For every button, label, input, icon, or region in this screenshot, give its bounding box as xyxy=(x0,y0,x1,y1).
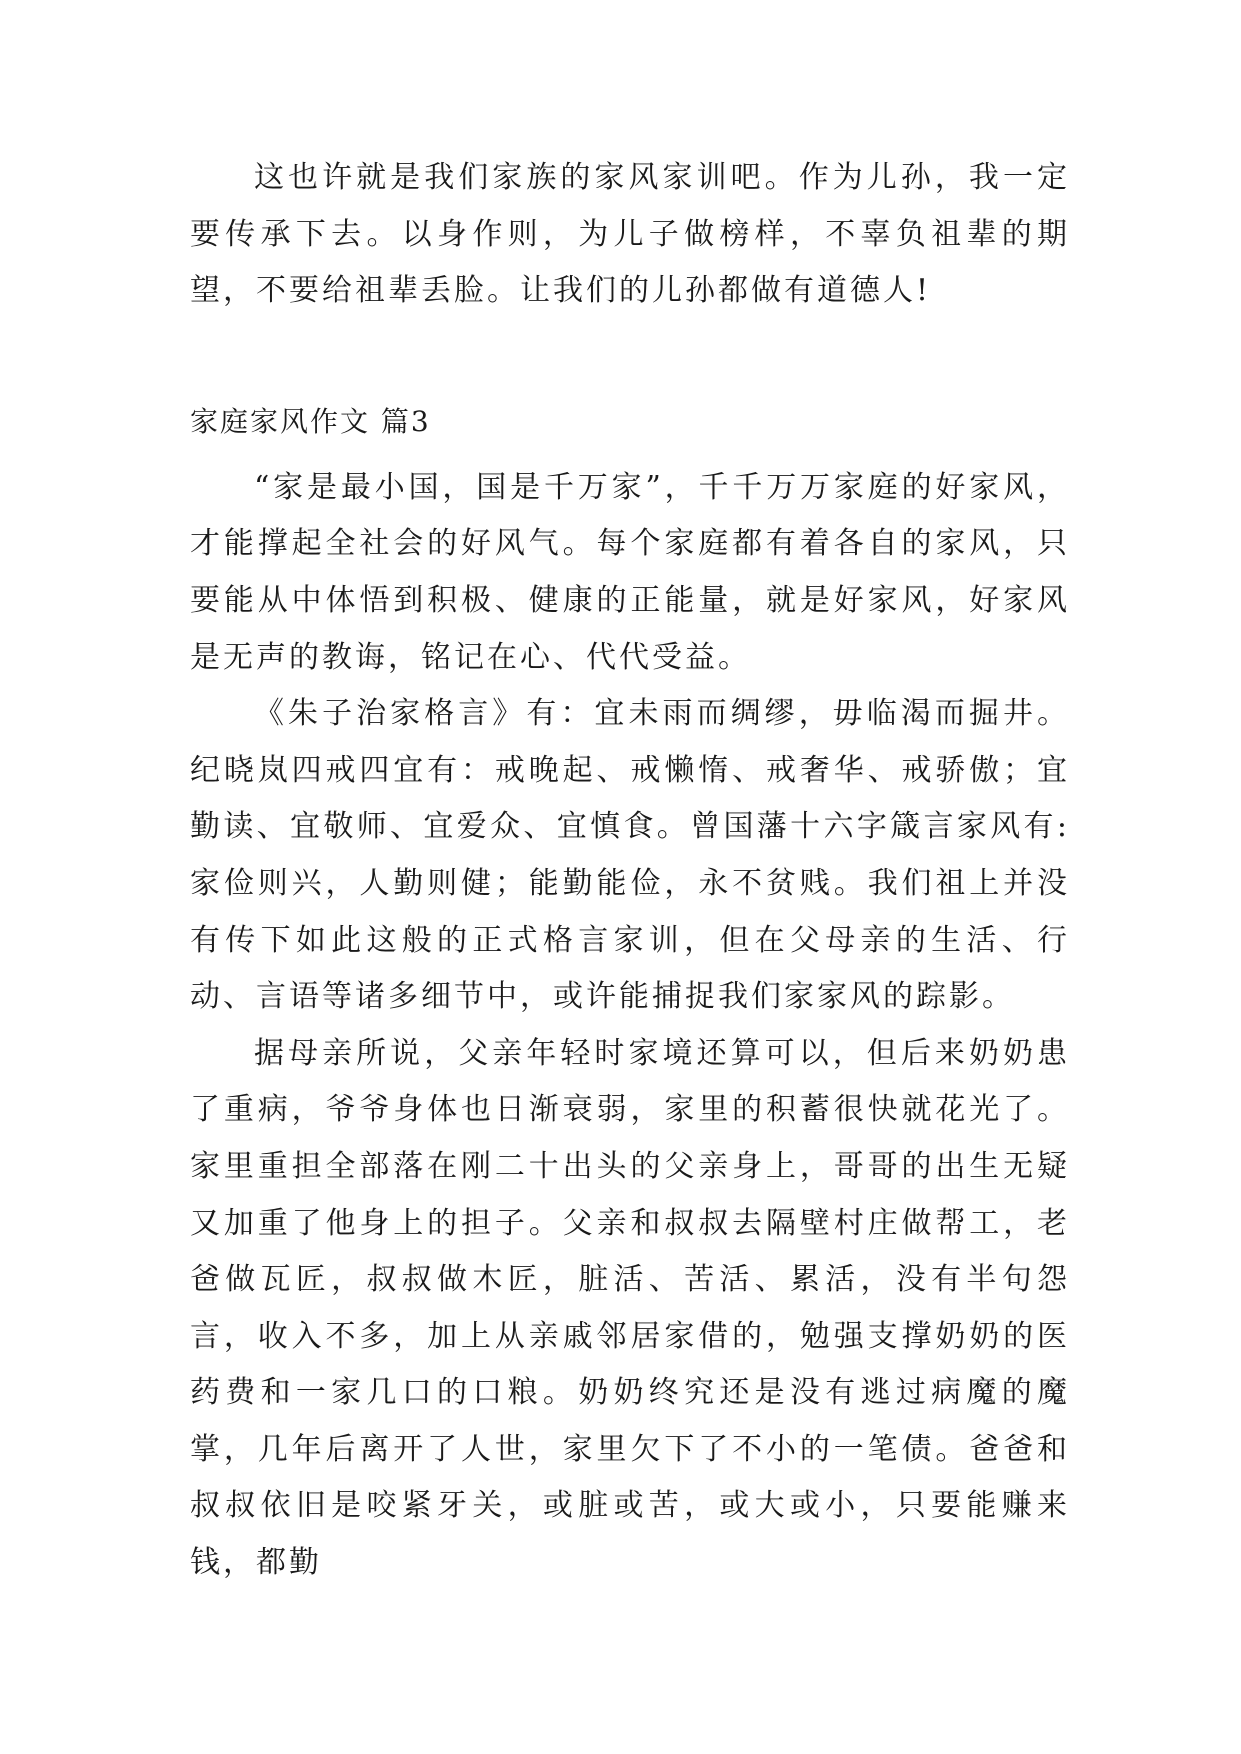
paragraph-father-story: 据母亲所说，父亲年轻时家境还算可以，但后来奶奶患了重病，爷爷身体也日渐衰弱，家里的积蓄很快就花光了。家里重担全部落在刚二十出头的父亲身上，哥哥的出生无疑又加重了他身上的担子。父亲和叔叔去隔壁村庄做帮工，老爸做瓦匠，叔叔做木匠，脏活、苦活、累活，没有半句怨言，收入不多，加上从亲戚邻居家借的，勉强支撑奶奶的医药费和一家几口的口粮。奶奶终究还是没有逃过病魔的魔掌，几年后离开了人世，家里欠下了不小的一笔债。爸爸和叔叔依旧是咬紧牙关，或脏或苦，或大或小，只要能赚来钱，都勤 xyxy=(190,1035,1070,1581)
document-body xyxy=(190,150,1070,1592)
paragraph-family-and-nation: “家是最小国，国是千万家”，千千万万家庭的好家风，才能撑起全社会的好风气。每个家庭都有着各自的家风，只要能从中体悟到积极、健康的正能量，就是好家风，好家风是无声的教诲，铭记在心、代代受益。 xyxy=(190,469,1070,675)
paragraph-family-tradition-closing: 这也许就是我们家族的家风家训吧。作为儿孙，我一定要传承下去。以身作则，为儿子做榜样，不辜负祖辈的期望，不要给祖辈丢脸。让我们的儿孙都做有道德人! xyxy=(190,160,1070,309)
paragraph-family-maxims: 《朱子治家格言》有：宜未雨而绸缪，毋临渴而掘井。纪晓岚四戒四宜有：戒晚起、戒懒惰、戒奢华、戒骄傲；宜勤读、宜敬师、宜爱众、宜慎食。曾国藩十六字箴言家风有:家俭则兴，人勤则健；能勤能俭，永不贫贱。我们祖上并没有传下如此这般的正式格言家训，但在父母亲的生活、行动、言语等诸多细节中，或许能捕捉我们家家风的踪影。 xyxy=(190,696,1070,1015)
section-title: 家庭家风作文 篇3 xyxy=(190,404,431,438)
